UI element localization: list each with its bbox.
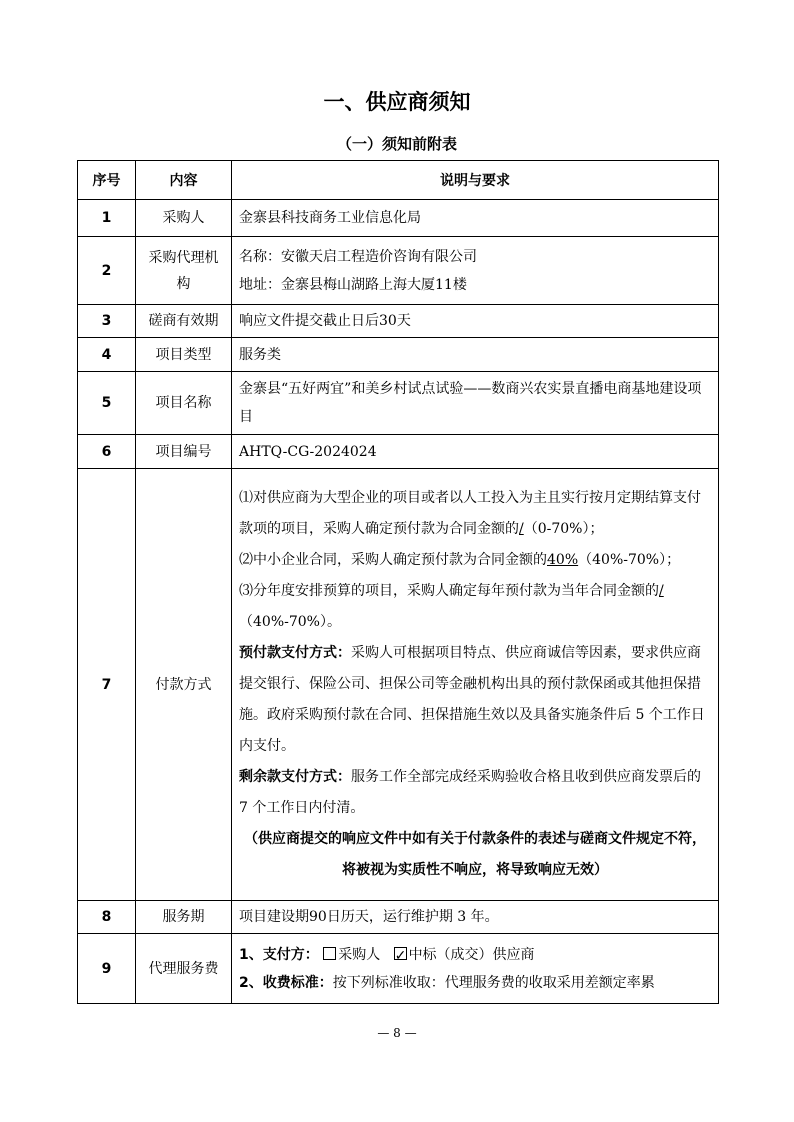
row-desc [232, 469, 719, 901]
row-item: 采购代理机构 [136, 237, 232, 305]
row-item: 项目类型 [136, 338, 232, 372]
remaining-payment: 剩余款支付方式：服务工作全部完成经采购验收合格且收到供应商发票后的 7 个工作日内付清。 [239, 769, 701, 816]
row-number: 2 [78, 237, 136, 305]
table-row [78, 237, 719, 305]
row-desc: 金寨县“五好两宜”和美乡村试点试验——数商兴农实景直播电商基地建设项目 [232, 372, 719, 435]
row-number: 4 [78, 338, 136, 372]
row-desc: 项目建设期90日历天，运行维护期 3 年。 [232, 901, 719, 934]
header-no: 序号 [78, 161, 136, 200]
table-row [78, 435, 719, 469]
notice-table [77, 160, 719, 1004]
row-number: 9 [78, 934, 136, 1004]
table-row [78, 901, 719, 934]
payment-clause-2: ⑵中小企业合同，采购人确定预付款为合同金额的40%（40%-70%）； [239, 552, 681, 568]
row-desc [232, 934, 719, 1004]
row-number: 3 [78, 305, 136, 338]
header-content: 内容 [136, 161, 232, 200]
row-item: 采购人 [136, 200, 232, 237]
checkbox-purchaser[interactable] [323, 947, 336, 960]
table-row [78, 338, 719, 372]
agency-name: 名称：安徽天启工程造价咨询有限公司 [239, 248, 477, 265]
row-desc [232, 237, 719, 305]
header-desc: 说明与要求 [232, 161, 719, 200]
payer-line: 1、支付方： 采购人 ✓ 中标（成交）供应商 [239, 941, 711, 969]
table-row [78, 372, 719, 435]
table-title: （一）须知前附表 [336, 135, 457, 153]
row-number: 7 [78, 469, 136, 901]
row-item: 项目编号 [136, 435, 232, 469]
row-desc: 响应文件提交截止日后30天 [232, 305, 719, 338]
page-title: 一、供应商须知 [323, 90, 471, 114]
advance-payment: 预付款支付方式：采购人可根据项目特点、供应商诚信等因素，要求供应商提交银行、保险公司、担保公司等金融机构出具的预付款保函或其他担保措施。政府采购预付款在合同、担保措施生效以及具备实施条件后 5 个工作日内支付。 [239, 645, 705, 754]
row-number: 6 [78, 435, 136, 469]
row-item: 代理服务费 [136, 934, 232, 1004]
row-desc: 服务类 [232, 338, 719, 372]
row-item: 磋商有效期 [136, 305, 232, 338]
agency-address: 地址：金寨县梅山湖路上海大厦11楼 [239, 276, 467, 293]
row-desc: AHTQ-CG-2024024 [232, 435, 719, 469]
fee-standard-line: 2、收费标准：按下列标准收取：代理服务费的收取采用差额定率累 [239, 974, 655, 991]
option-supplier: 中标（成交）供应商 [408, 946, 535, 963]
table-row [78, 200, 719, 237]
table-header-row [78, 161, 719, 200]
row-item: 付款方式 [136, 469, 232, 901]
row-item: 服务期 [136, 901, 232, 934]
payment-clause-3: ⑶分年度安排预算的项目，采购人确定每年预付款为当年合同金额的/（40%-70%）。 [239, 583, 664, 630]
row-number: 5 [78, 372, 136, 435]
row-item: 项目名称 [136, 372, 232, 435]
table-row [78, 305, 719, 338]
row-number: 1 [78, 200, 136, 237]
row-desc: 金寨县科技商务工业信息化局 [232, 200, 719, 237]
table-row [78, 934, 719, 1004]
payment-clause-1: ⑴对供应商为大型企业的项目或者以人工投入为主且实行按月定期结算支付款项的项目，采购人确定预付款为合同金额的/（0-70%）； [239, 490, 701, 537]
payment-warning: （供应商提交的响应文件中如有关于付款条件的表述与磋商文件规定不符，将被视为实质性不响应，将导致响应无效） [244, 831, 706, 878]
option-purchaser: 采购人 [338, 946, 381, 963]
page-number: — 8 — [377, 1026, 417, 1040]
row-number: 8 [78, 901, 136, 934]
checkbox-supplier[interactable] [394, 947, 407, 960]
table-row [78, 469, 719, 901]
